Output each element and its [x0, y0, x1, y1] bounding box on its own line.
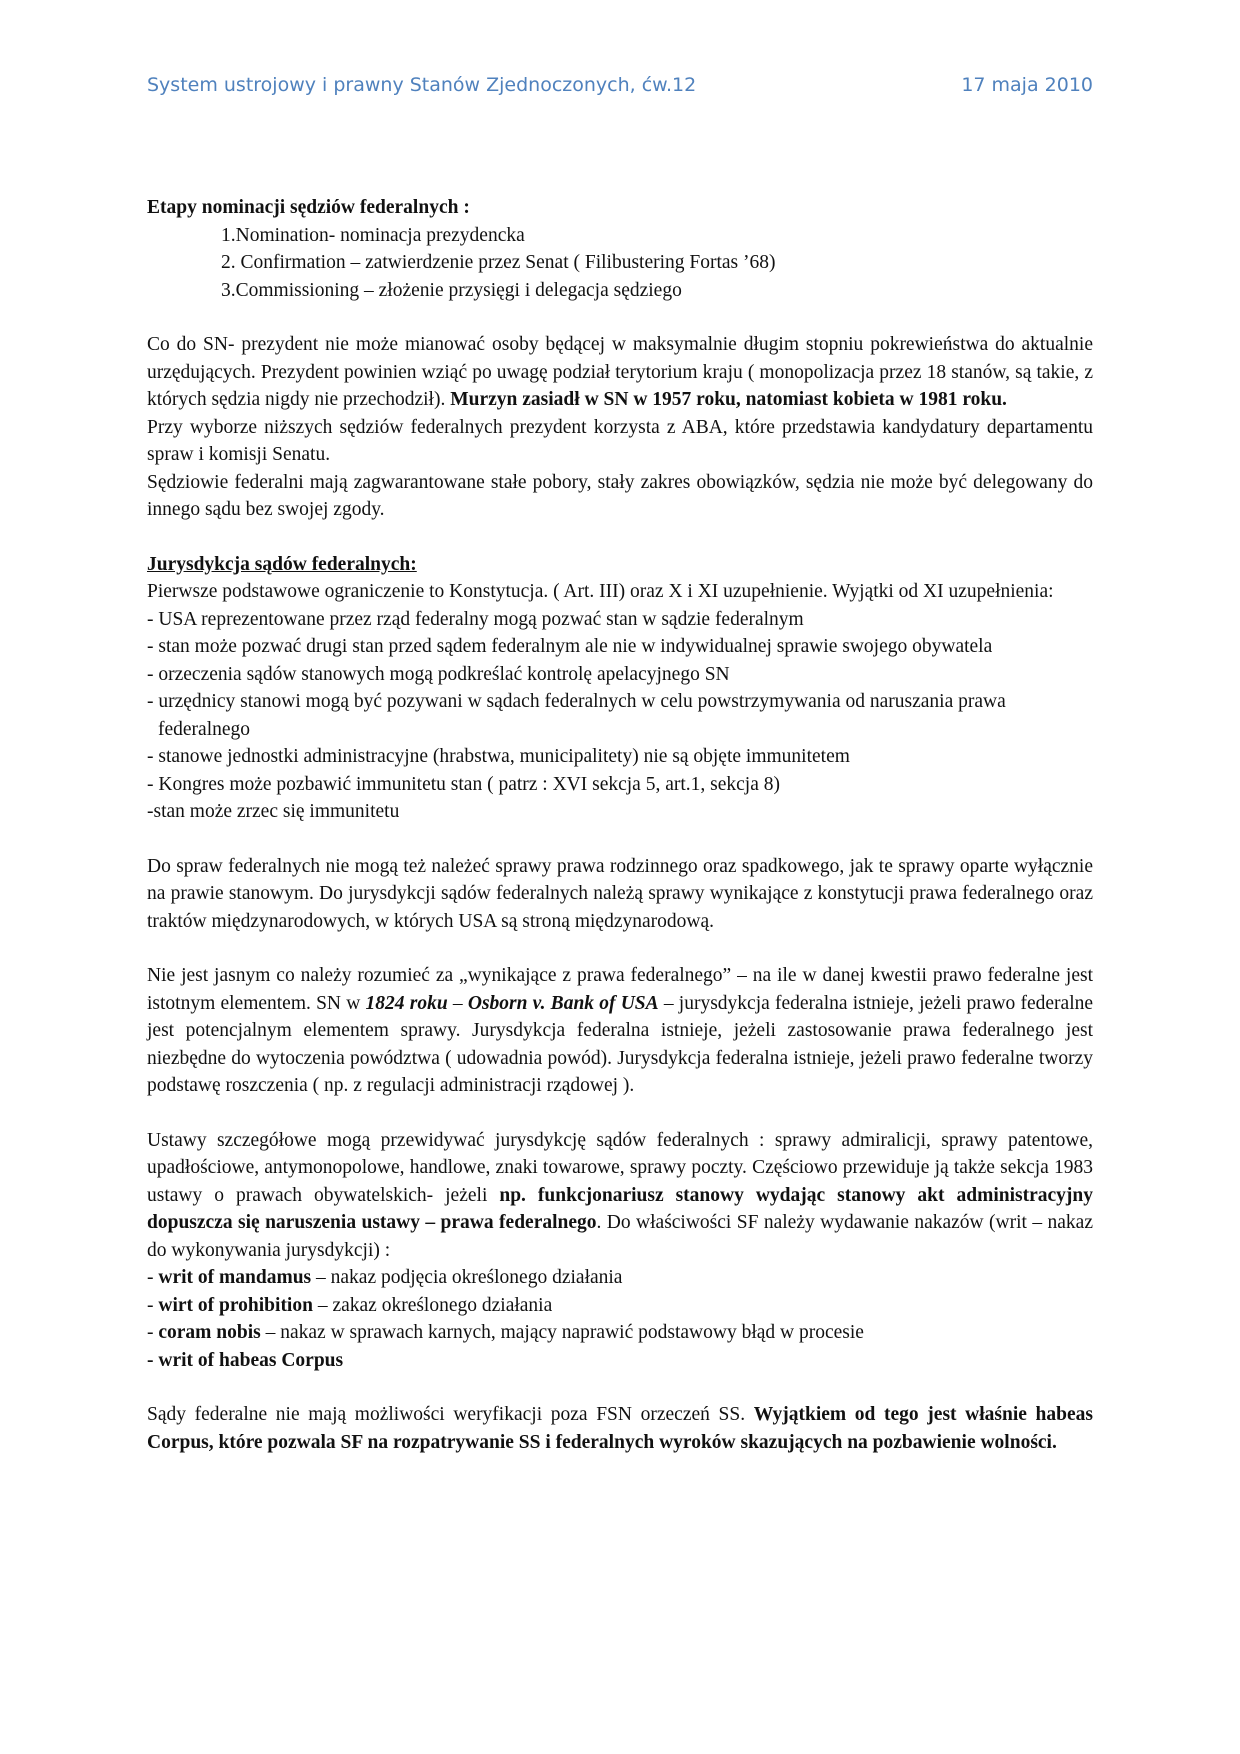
nominations-heading: Etapy nominacji sędziów federalnych :	[147, 197, 470, 218]
writ-item: - writ of habeas Corpus	[147, 1349, 344, 1371]
family-paragraph: Do spraw federalnych nie mogą też należeć sprawy prawa rodzinnego oraz spadkowego, jak te sprawy oparte wyłącznie na prawie stanowym. Do jurysdykcji sądów federalnych należą sprawy wynikające z konstytucji prawa federalnego oraz traktów międzynarodowych, w których USA są stroną międzynarodową.	[147, 855, 1093, 932]
statutes-paragraph: Ustawy szczegółowe mogą przewidywać jurysdykcję sądów federalnych : sprawy admiralicji, sprawy patentowe, upadłościowe, antymonopolowe, handlowe, znaki towarowe, sprawy poczty. Częściowo przewiduje ją także sekcja 1983 ustawy o prawach obywatelskich- jeżeli np. funkcjonariusz stanowy wydając stanowy akt administracyjny dopuszcza się naruszenia ustawy – prawa federalnego. Do właściwości SF należy wydawanie nakazów (writ – nakaz do wykonywania jurysdykcji) :	[147, 1129, 1093, 1261]
list-item: - stanowe jednostki administracyjne (hrabstwa, municipalitety) nie są objęte immunitetem	[147, 746, 850, 767]
list-item: - stan może pozwać drugi stan przed sądem federalnym ale nie w indywidualnej sprawie swojego obywatela	[147, 636, 993, 657]
aba-paragraph: Przy wyborze niższych sędziów federalnych prezydent korzysta z ABA, które przedstawia kandydatury departamentu spraw i komisji Senatu.	[147, 416, 1093, 465]
header-date: 17 maja 2010	[961, 74, 1093, 96]
sn-paragraph: Co do SN- prezydent nie może mianować osoby będącej w maksymalnie długim stopniu pokrewieństwa do aktualnie urzędujących. Prezydent powinien wziąć po uwagę podział terytorium kraju ( monopolizacja przez 18 stanów, są takie, z których sędzia nigdy nie przechodził). Murzyn zasiadł w SN w 1957 roku, natomiast kobieta w 1981 roku.	[147, 334, 1093, 410]
jurisdiction-intro: Pierwsze podstawowe ograniczenie to Konstytucja. ( Art. III) oraz X i XI uzupełnienie. Wyjątki od XI uzupełnienia:	[147, 581, 1054, 602]
writ-item: - wirt of prohibition – zakaz określonego działania	[147, 1294, 553, 1316]
jurisdiction-heading: Jurysdykcja sądów federalnych:	[147, 553, 417, 575]
list-item: - Kongres może pozbawić immunitetu stan ( patrz : XVI sekcja 5, art.1, sekcja 8)	[147, 773, 780, 795]
federal-law-paragraph: Nie jest jasnym co należy rozumieć za „wynikające z prawa federalnego” – na ile w danej kwestii prawo federalne jest istotnym elementem. SN w 1824 roku – Osborn v. Bank of USA – jurysdykcja federalna istnieje, jeżeli prawo federalne jest potencjalnym elementem sprawy. Jurysdykcja federalna istnieje, jeżeli zastosowanie prawa federalnego jest niezbędne do wytoczenia powództwa ( udowadnia powód). Jurysdykcja federalna istnieje, jeżeli prawo federalne tworzy podstawę roszczenia ( np. z regulacji administracji rządowej ).	[147, 965, 1094, 1096]
list-item: - USA reprezentowane przez rząd federalny mogą pozwać stan w sądzie federalnym	[147, 608, 804, 630]
nomination-step: 1.Nomination- nominacja prezydencka	[221, 224, 525, 246]
writ-item: - coram nobis – nakaz w sprawach karnych, mający naprawić podstawowy błąd w procesie	[147, 1322, 864, 1343]
document-body	[147, 194, 1093, 1456]
nomination-step: 2. Confirmation – zatwierdzenie przez Senat ( Filibustering Fortas ’68)	[221, 252, 776, 273]
list-item: - orzeczenia sądów stanowych mogą podkreślać kontrolę apelacyjnego SN	[147, 663, 730, 685]
page-header	[147, 74, 1093, 106]
final-paragraph: Sądy federalne nie mają możliwości weryfikacji poza FSN orzeczeń SS. Wyjątkiem od tego jest właśnie habeas Corpus, które pozwala SF na rozpatrywanie SS i federalnych wyroków skazujących na pozbawienie wolności.	[147, 1404, 1093, 1453]
header-title: System ustrojowy i prawny Stanów Zjednoczonych, ćw.12	[147, 74, 697, 96]
nomination-step: 3.Commissioning – złożenie przysięgi i delegacja sędziego	[221, 279, 682, 301]
writ-item: - writ of mandamus – nakaz podjęcia określonego działania	[147, 1267, 623, 1288]
list-item: -stan może zrzec się immunitetu	[147, 801, 400, 822]
salary-paragraph: Sędziowie federalni mają zagwarantowane stałe pobory, stały zakres obowiązków, sędzia nie może być delegowany do innego sądu bez swojej zgody.	[147, 471, 1093, 520]
list-item: - urzędnicy stanowi mogą być pozywani w sądach federalnych w celu powstrzymywania od naruszania prawa federalnego	[147, 691, 1006, 740]
